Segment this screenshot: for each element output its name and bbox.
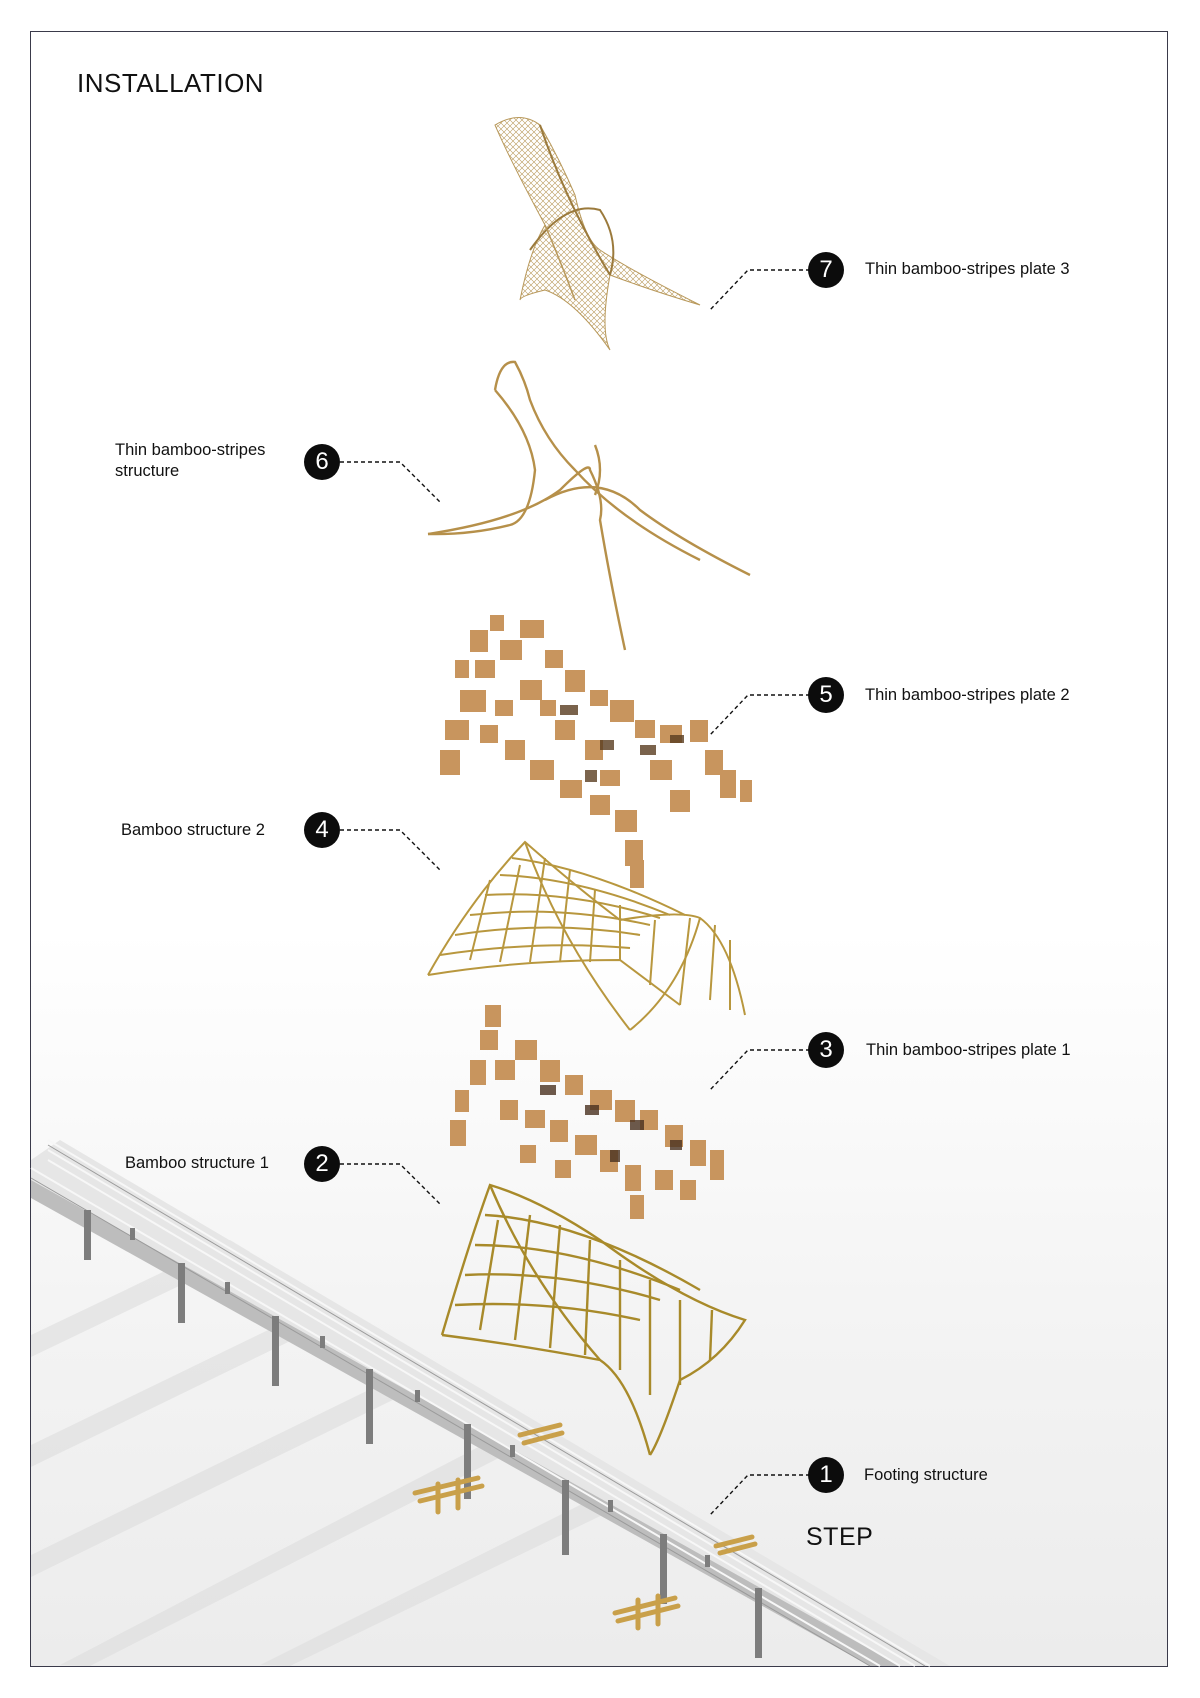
page-title: INSTALLATION — [77, 68, 265, 98]
leader-3 — [710, 1050, 810, 1090]
step-badge-4: 4 — [304, 812, 340, 848]
bamboo-structure-2 — [428, 842, 745, 1030]
leader-5 — [710, 695, 810, 735]
label-plate-1: Thin bamboo-stripes plate 1 — [866, 1041, 1071, 1059]
step-badge-7: 7 — [808, 252, 844, 288]
leader-2 — [340, 1164, 440, 1204]
label-footing-structure: Footing structure — [864, 1466, 988, 1484]
label-plate-2: Thin bamboo-stripes plate 2 — [865, 686, 1070, 704]
plate-3-mesh — [495, 118, 700, 351]
step-badge-3: 3 — [808, 1032, 844, 1068]
label-bamboo-structure-2: Bamboo structure 2 — [121, 821, 265, 839]
leader-7 — [710, 270, 810, 310]
step-badge-5: 5 — [808, 677, 844, 713]
leader-4 — [340, 830, 440, 870]
step-label: STEP — [806, 1523, 874, 1551]
label-bamboo-structure-1: Bamboo structure 1 — [125, 1154, 269, 1172]
step-badge-6: 6 — [304, 444, 340, 480]
plate-2-pixels — [440, 615, 752, 888]
step-badge-2: 2 — [304, 1146, 340, 1182]
label-plate-3: Thin bamboo-stripes plate 3 — [865, 260, 1070, 278]
step-badge-1: 1 — [808, 1457, 844, 1493]
walkway-pier — [31, 1140, 950, 1666]
leader-1 — [710, 1475, 810, 1515]
leader-6 — [340, 462, 440, 502]
label-stripes-structure: Thin bamboo-stripes structure — [115, 441, 266, 480]
stripes-structure — [428, 362, 750, 650]
